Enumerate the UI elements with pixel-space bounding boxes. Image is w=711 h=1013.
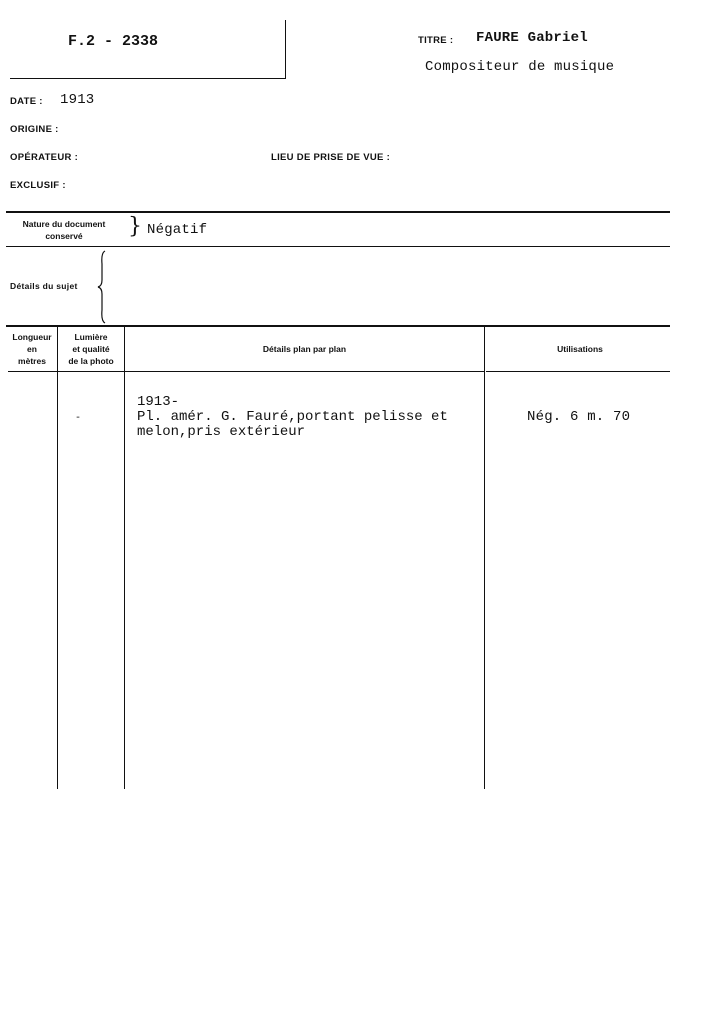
header-longueur-line2: en	[27, 344, 37, 354]
titre-value: FAURE Gabriel	[476, 30, 588, 46]
row-utilisation: Nég. 6 m. 70	[527, 409, 631, 425]
header-lumiere	[58, 331, 124, 367]
row-lumiere: -	[75, 413, 82, 424]
lieu-label: LIEU DE PRISE DE VUE :	[271, 152, 391, 163]
header-box-bottom-border	[10, 78, 286, 79]
date-label: DATE :	[10, 96, 43, 107]
table-col-divider-1	[57, 327, 58, 789]
table-top-rule	[6, 325, 670, 327]
details-sujet-brace	[96, 250, 110, 324]
table-row	[137, 395, 448, 440]
header-utilisations: Utilisations	[557, 344, 603, 354]
nature-label	[8, 218, 120, 242]
nature-brace: }	[128, 214, 142, 239]
nature-label-line2: conservé	[45, 231, 83, 241]
nature-bottom-rule	[6, 246, 670, 247]
table-header-rule-right	[486, 371, 670, 372]
nature-top-rule	[6, 211, 670, 213]
header-details-plan: Détails plan par plan	[262, 344, 347, 354]
row-details-line1: 1913-	[137, 394, 180, 410]
header-longueur-line3: mètres	[18, 356, 46, 366]
table-col-divider-3	[484, 327, 485, 789]
table-header-rule-left	[8, 371, 484, 372]
header-longueur-line1: Longueur	[12, 332, 52, 342]
header-box-right-border	[285, 20, 286, 78]
row-details-line3: melon,pris extérieur	[137, 424, 306, 440]
table-col-divider-2	[124, 327, 125, 789]
row-details-line2: Pl. amér. G. Fauré,portant pelisse et	[137, 409, 448, 425]
header-lumiere-line2: et qualité	[72, 344, 110, 354]
operateur-label: OPÉRATEUR :	[10, 152, 79, 163]
header-lumiere-line1: Lumière	[74, 332, 108, 342]
header-longueur	[6, 331, 58, 367]
nature-label-line1: Nature du document	[22, 219, 106, 229]
exclusif-label: EXCLUSIF :	[10, 180, 66, 191]
reference-number: F.2 - 2338	[68, 33, 159, 50]
titre-subtitle: Compositeur de musique	[425, 59, 615, 75]
nature-value: Négatif	[147, 222, 208, 238]
header-lumiere-line3: de la photo	[68, 356, 114, 366]
date-value: 1913	[60, 92, 95, 108]
titre-label: TITRE :	[418, 35, 454, 46]
origine-label: ORIGINE :	[10, 124, 59, 135]
details-sujet-label: Détails du sujet	[10, 281, 78, 291]
